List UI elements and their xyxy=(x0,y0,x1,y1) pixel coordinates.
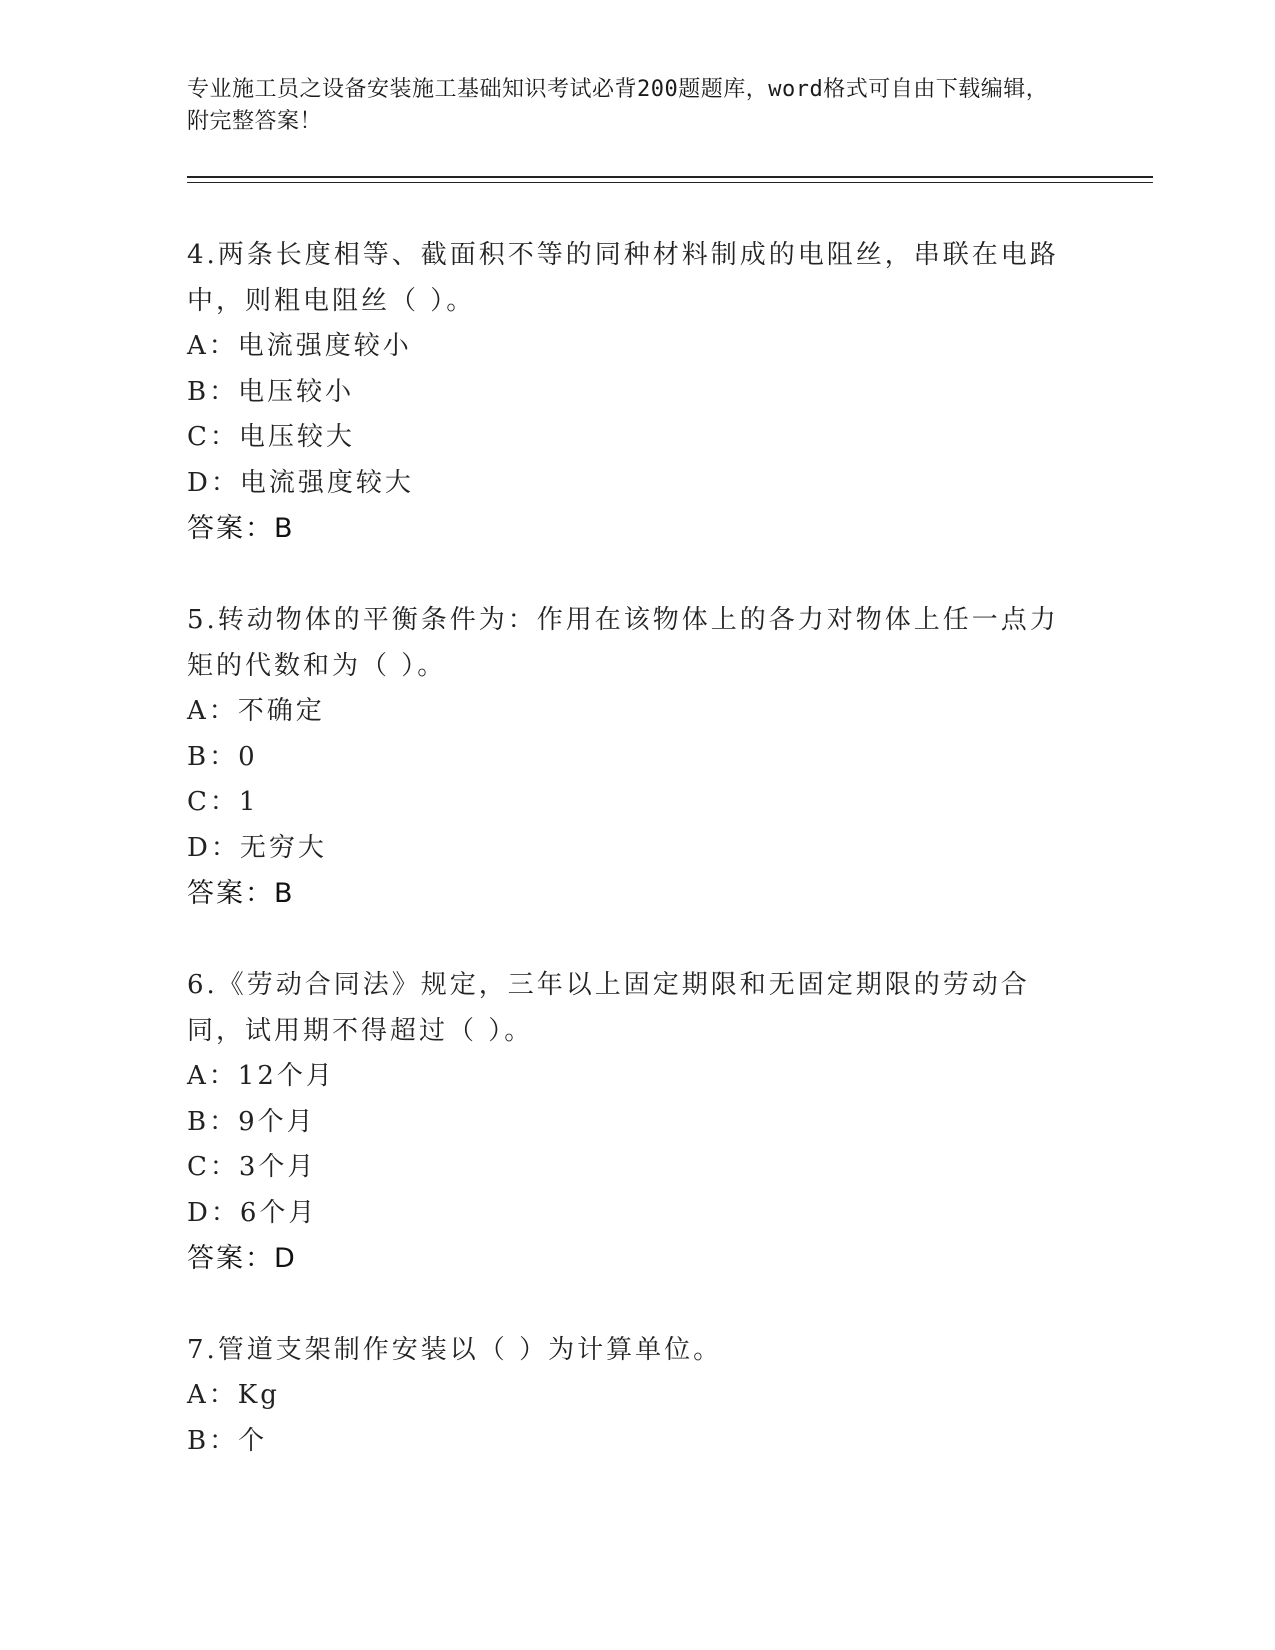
option-b: B：0 xyxy=(187,741,258,772)
question-stem: 7.管道支架制作安装以（ ）为计算单位。 xyxy=(187,1335,723,1365)
option-c: C：电压较大 xyxy=(187,422,355,452)
question-stem: 5.转动物体的平衡条件为：作用在该物体上的各力对物体上任一点力矩的代数和为（ ）。 xyxy=(187,605,1059,681)
option-a: A：Kg xyxy=(187,1380,280,1410)
answer-label: 答案：B xyxy=(187,513,295,544)
option-b: B：个 xyxy=(187,1425,268,1456)
option-d: D：无穷大 xyxy=(187,832,327,863)
header-divider-thick xyxy=(187,176,1153,178)
option-a: A：12个月 xyxy=(187,1061,335,1091)
option-c: C：3个月 xyxy=(187,1152,317,1182)
answer-label: 答案：B xyxy=(187,878,295,909)
question-stem: 4.两条长度相等、截面积不等的同种材料制成的电阻丝，串联在电路中，则粗电阻丝（ ）。 xyxy=(187,240,1059,316)
document-header-title: 专业施工员之设备安装施工基础知识考试必背200题题库，word格式可自由下载编辑，附完整答案！ xyxy=(187,77,1049,134)
option-b: B：9个月 xyxy=(187,1106,316,1137)
option-c: C：1 xyxy=(187,787,259,817)
question-stem: 6.《劳动合同法》规定，三年以上固定期限和无固定期限的劳动合同，试用期不得超过（ ）。 xyxy=(187,970,1030,1046)
header-divider-thin xyxy=(187,182,1153,183)
option-a: A：电流强度较小 xyxy=(187,331,412,361)
question-item xyxy=(187,962,1087,1282)
option-d: D：6个月 xyxy=(187,1197,318,1228)
question-item xyxy=(187,597,1087,917)
question-item xyxy=(187,1327,1087,1464)
question-item xyxy=(187,232,1087,552)
option-b: B：电压较小 xyxy=(187,376,355,407)
question-list xyxy=(187,232,1087,1509)
answer-label: 答案：D xyxy=(187,1243,297,1274)
option-a: A：不确定 xyxy=(187,696,325,726)
option-d: D：电流强度较大 xyxy=(187,467,414,498)
